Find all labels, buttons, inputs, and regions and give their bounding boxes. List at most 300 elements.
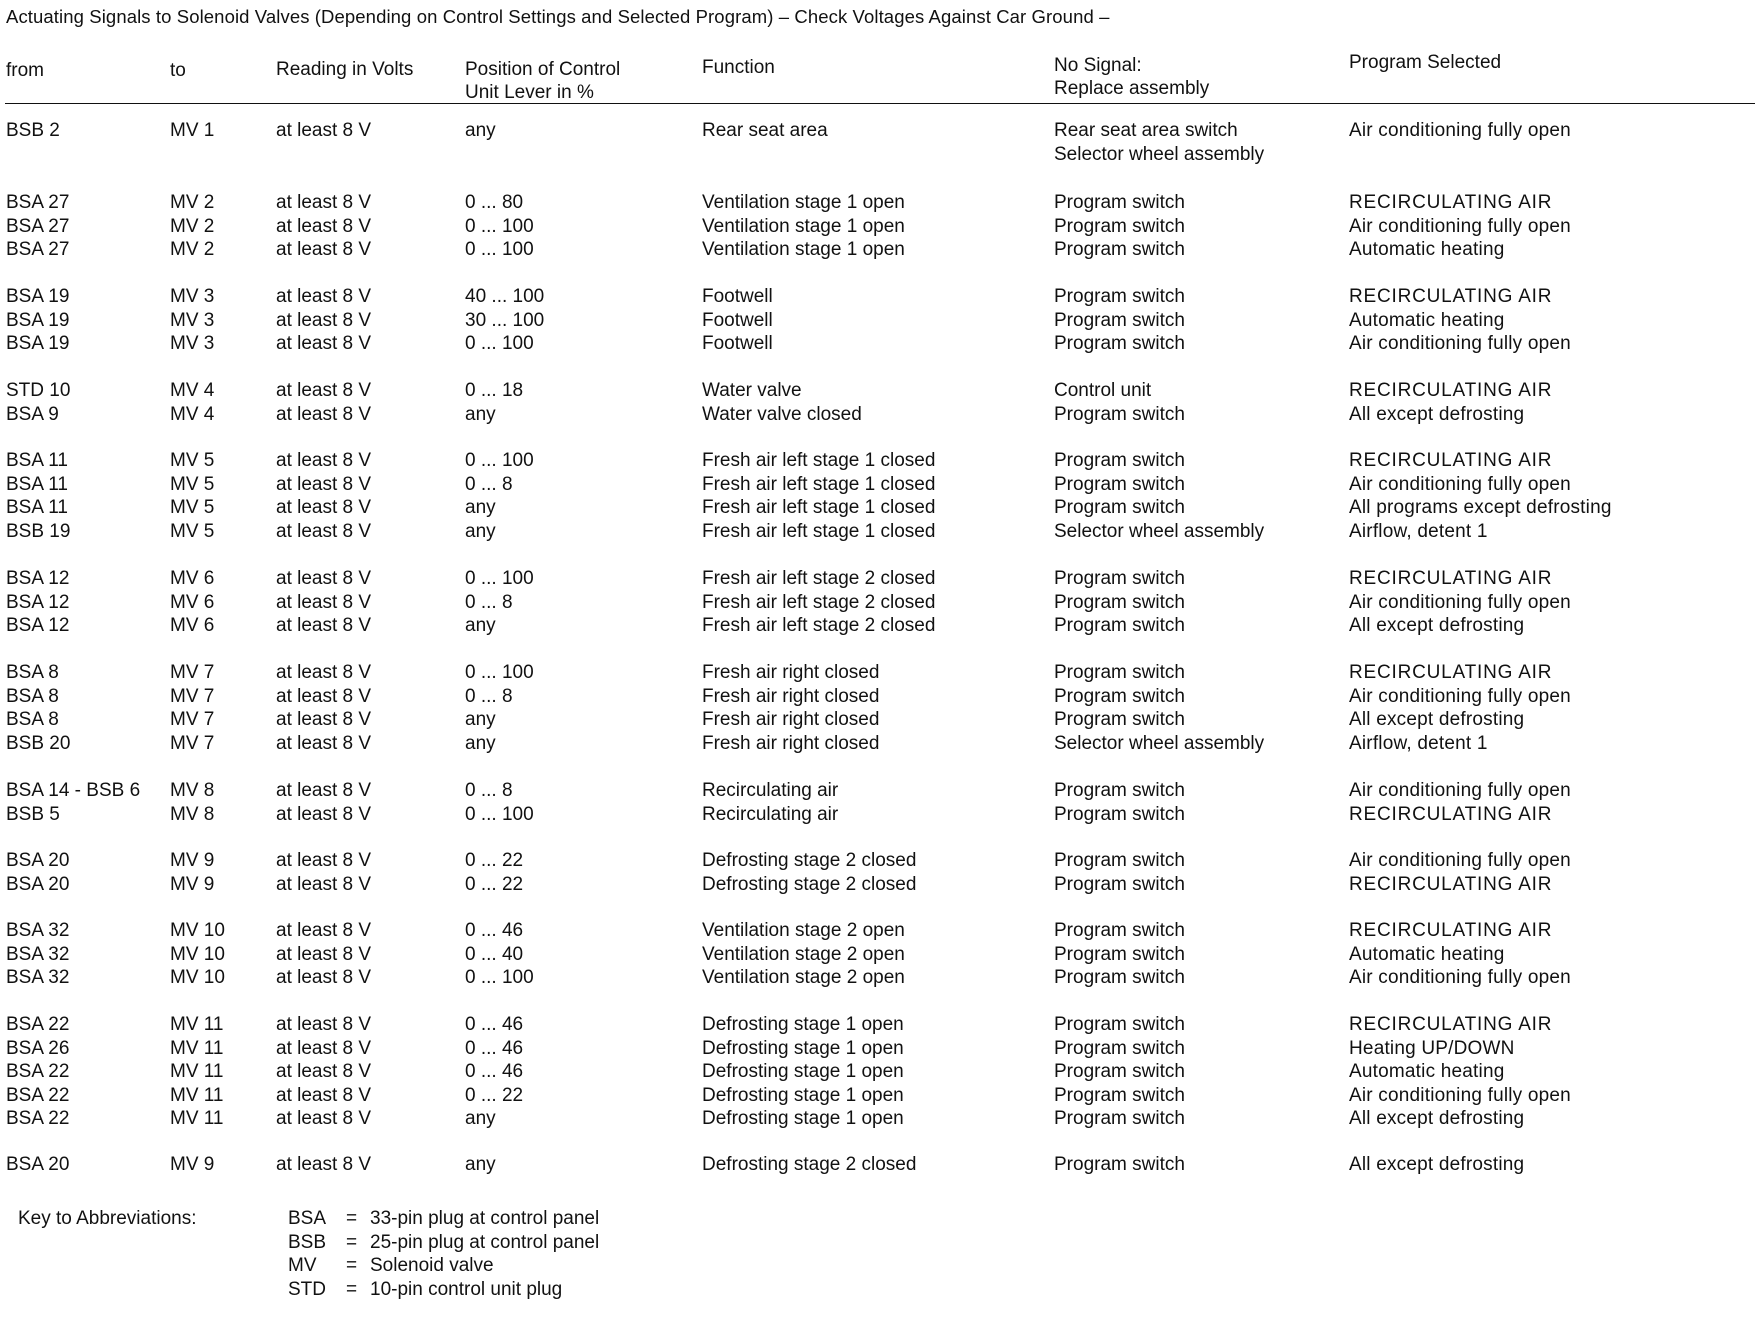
table-group [0, 1153, 1762, 1177]
to-cell: MV 10 [170, 967, 225, 989]
position-cell: 0 ... 100 [465, 333, 534, 355]
position-cell: 0 ... 46 [465, 1037, 524, 1059]
no-signal-cell: Program switch [1054, 1061, 1185, 1083]
program-cell: Air conditioning fully open [1349, 780, 1571, 801]
program-cell: RECIRCULATING AIR [1349, 380, 1553, 401]
table-row [0, 143, 1762, 167]
table-group [0, 849, 1762, 896]
program-cell: Air conditioning fully open [1349, 967, 1571, 989]
table-row [0, 379, 1762, 403]
program-cell: All except defrosting [1349, 615, 1525, 637]
position-cell: 0 ... 80 [465, 192, 524, 213]
reading-cell: at least 8 V [276, 286, 372, 307]
position-cell: 0 ... 100 [465, 803, 534, 825]
program-cell: RECIRCULATING AIR [1349, 450, 1553, 471]
reading-cell: at least 8 V [276, 803, 372, 825]
position-cell: 0 ... 22 [465, 850, 524, 871]
function-cell: Fresh air left stage 1 closed [702, 520, 936, 542]
from-cell: BSA 27 [6, 192, 70, 213]
from-cell: BSA 26 [6, 1037, 70, 1059]
table-row [0, 919, 1762, 943]
key-row [288, 1231, 888, 1255]
table-row [0, 591, 1762, 615]
program-cell: Air conditioning fully open [1349, 850, 1571, 871]
function-cell: Defrosting stage 2 closed [702, 1154, 917, 1175]
function-cell: Defrosting stage 1 open [702, 1037, 904, 1059]
position-cell: 0 ... 100 [465, 967, 534, 989]
from-cell: BSA 8 [6, 662, 59, 683]
from-cell: BSB 2 [6, 120, 60, 141]
program-cell: Air conditioning fully open [1349, 1084, 1571, 1106]
to-cell: MV 10 [170, 920, 225, 941]
to-cell: MV 3 [170, 286, 215, 307]
position-cell: any [465, 615, 496, 637]
table-group [0, 285, 1762, 356]
function-cell: Ventilation stage 1 open [702, 215, 905, 237]
reading-cell: at least 8 V [276, 967, 372, 989]
from-cell: BSA 8 [6, 685, 59, 707]
reading-cell: at least 8 V [276, 309, 372, 331]
to-cell: MV 7 [170, 685, 215, 707]
no-signal-cell: Program switch [1054, 803, 1185, 825]
reading-cell: at least 8 V [276, 732, 372, 754]
position-cell: any [465, 403, 496, 425]
reading-cell: at least 8 V [276, 403, 372, 425]
to-cell: MV 9 [170, 850, 215, 871]
to-cell: MV 7 [170, 662, 215, 683]
program-cell: Airflow, detent 1 [1349, 520, 1488, 542]
no-signal-cell: Selector wheel assembly [1054, 520, 1265, 542]
from-cell: BSA 8 [6, 709, 59, 731]
table-group [0, 119, 1762, 166]
position-cell: 0 ... 100 [465, 662, 534, 683]
no-signal-cell: Program switch [1054, 1154, 1185, 1175]
reading-cell: at least 8 V [276, 662, 372, 683]
to-cell: MV 1 [170, 120, 215, 141]
no-signal-cell: Program switch [1054, 497, 1185, 519]
position-cell: 0 ... 8 [465, 473, 513, 495]
position-cell: 0 ... 100 [465, 568, 534, 589]
header-reading-in-volts: Reading in Volts [276, 59, 414, 80]
no-signal-cell: Selector wheel assembly [1054, 732, 1265, 754]
to-cell: MV 6 [170, 568, 215, 589]
key-equals: = [346, 1208, 358, 1229]
header-no-signal-line1: No Signal: [1054, 55, 1142, 76]
no-signal-cell: Program switch [1054, 192, 1185, 213]
table-row [0, 614, 1762, 638]
program-cell: Air conditioning fully open [1349, 685, 1571, 707]
from-cell: BSB 19 [6, 520, 71, 542]
position-cell: any [465, 1154, 496, 1175]
key-equals: = [346, 1255, 358, 1277]
from-cell: BSA 20 [6, 1154, 70, 1175]
from-cell: BSA 12 [6, 568, 70, 589]
reading-cell: at least 8 V [276, 920, 372, 941]
reading-cell: at least 8 V [276, 591, 372, 613]
program-cell: Automatic heating [1349, 239, 1505, 261]
program-cell: All except defrosting [1349, 709, 1525, 731]
table-row [0, 238, 1762, 262]
function-cell: Fresh air left stage 2 closed [702, 615, 936, 637]
to-cell: MV 7 [170, 709, 215, 731]
no-signal-cell: Program switch [1054, 709, 1185, 731]
no-signal-cell: Program switch [1054, 1108, 1185, 1130]
function-cell: Water valve [702, 380, 802, 401]
program-cell: Air conditioning fully open [1349, 215, 1571, 237]
reading-cell: at least 8 V [276, 709, 372, 731]
position-cell: 0 ... 46 [465, 1014, 524, 1035]
function-cell: Ventilation stage 2 open [702, 967, 905, 989]
no-signal-cell: Program switch [1054, 780, 1185, 801]
program-cell: RECIRCULATING AIR [1349, 192, 1553, 213]
no-signal-cell: Program switch [1054, 215, 1185, 237]
from-cell: BSA 20 [6, 873, 70, 895]
reading-cell: at least 8 V [276, 873, 372, 895]
table-row [0, 449, 1762, 473]
key-definition: 25-pin plug at control panel [370, 1231, 600, 1253]
no-signal-cell: Program switch [1054, 239, 1185, 261]
table-group [0, 379, 1762, 426]
from-cell: BSA 22 [6, 1108, 70, 1130]
key-abbreviation: MV [288, 1255, 317, 1277]
position-cell: 0 ... 40 [465, 943, 524, 965]
no-signal-cell: Program switch [1054, 615, 1185, 637]
no-signal-cell: Rear seat area switch [1054, 120, 1238, 141]
to-cell: MV 10 [170, 943, 225, 965]
to-cell: MV 2 [170, 192, 215, 213]
table-row [0, 1153, 1762, 1177]
table-row [0, 191, 1762, 215]
program-cell: Automatic heating [1349, 309, 1505, 331]
function-cell: Fresh air right closed [702, 685, 880, 707]
function-cell: Defrosting stage 2 closed [702, 850, 917, 871]
table-group [0, 449, 1762, 543]
program-cell: All except defrosting [1349, 1108, 1525, 1130]
no-signal-cell: Program switch [1054, 1037, 1185, 1059]
function-cell: Ventilation stage 2 open [702, 920, 905, 941]
function-cell: Footwell [702, 333, 773, 355]
position-cell: 0 ... 100 [465, 239, 534, 261]
table-row [0, 732, 1762, 756]
reading-cell: at least 8 V [276, 1108, 372, 1130]
reading-cell: at least 8 V [276, 450, 372, 471]
position-cell: 0 ... 8 [465, 780, 513, 801]
no-signal-cell: Program switch [1054, 850, 1185, 871]
table-row [0, 685, 1762, 709]
function-cell: Fresh air right closed [702, 709, 880, 731]
reading-cell: at least 8 V [276, 380, 372, 401]
from-cell: BSA 11 [6, 450, 68, 471]
key-row [288, 1207, 888, 1231]
from-cell: BSA 12 [6, 615, 70, 637]
position-cell: 30 ... 100 [465, 309, 545, 331]
function-cell: Fresh air left stage 1 closed [702, 497, 936, 519]
table-row [0, 520, 1762, 544]
position-cell: any [465, 120, 496, 141]
key-row [288, 1254, 888, 1278]
header-from: from [6, 60, 44, 81]
page-title: Actuating Signals to Solenoid Valves (Depending on Control Settings and Selected Program) – Check Voltages Against Car Ground – [6, 6, 1110, 27]
reading-cell: at least 8 V [276, 1154, 372, 1175]
table-row [0, 1107, 1762, 1131]
table-row [0, 1013, 1762, 1037]
table-row [0, 309, 1762, 333]
table-row [0, 285, 1762, 309]
table-row [0, 1060, 1762, 1084]
reading-cell: at least 8 V [276, 1084, 372, 1106]
from-cell: BSA 19 [6, 333, 70, 355]
function-cell: Fresh air left stage 2 closed [702, 591, 936, 613]
no-signal-cell: Program switch [1054, 591, 1185, 613]
function-cell: Fresh air left stage 2 closed [702, 568, 936, 589]
program-cell: RECIRCULATING AIR [1349, 920, 1553, 941]
reading-cell: at least 8 V [276, 780, 372, 801]
from-cell: BSA 12 [6, 591, 70, 613]
reading-cell: at least 8 V [276, 520, 372, 542]
from-cell: BSA 22 [6, 1014, 70, 1035]
from-cell: BSA 27 [6, 239, 70, 261]
reading-cell: at least 8 V [276, 568, 372, 589]
key-abbreviation: STD [288, 1278, 326, 1300]
header-position-line1: Position of Control [465, 59, 621, 80]
program-cell: RECIRCULATING AIR [1349, 286, 1553, 307]
from-cell: BSA 32 [6, 967, 70, 989]
no-signal-cell: Program switch [1054, 1014, 1185, 1035]
program-cell: RECIRCULATING AIR [1349, 568, 1553, 589]
to-cell: MV 8 [170, 803, 215, 825]
program-cell: Air conditioning fully open [1349, 473, 1571, 495]
reading-cell: at least 8 V [276, 333, 372, 355]
from-cell: BSA 32 [6, 943, 70, 965]
reading-cell: at least 8 V [276, 685, 372, 707]
program-cell: Air conditioning fully open [1349, 333, 1571, 355]
reading-cell: at least 8 V [276, 1014, 372, 1035]
function-cell: Recirculating air [702, 780, 839, 801]
from-cell: BSB 5 [6, 803, 60, 825]
table-group [0, 191, 1762, 262]
key-row [288, 1278, 888, 1302]
function-cell: Fresh air left stage 1 closed [702, 450, 936, 471]
table-row [0, 779, 1762, 803]
to-cell: MV 5 [170, 497, 215, 519]
to-cell: MV 4 [170, 380, 215, 401]
to-cell: MV 11 [170, 1014, 224, 1035]
position-cell: 0 ... 22 [465, 873, 524, 895]
table-row [0, 803, 1762, 827]
to-cell: MV 5 [170, 520, 215, 542]
reading-cell: at least 8 V [276, 215, 372, 237]
no-signal-cell: Program switch [1054, 568, 1185, 589]
no-signal-cell: Selector wheel assembly [1054, 143, 1265, 165]
reading-cell: at least 8 V [276, 497, 372, 519]
from-cell: BSA 27 [6, 215, 70, 237]
table-row [0, 661, 1762, 685]
position-cell: 40 ... 100 [465, 286, 545, 307]
position-cell: any [465, 497, 496, 519]
position-cell: 0 ... 46 [465, 920, 524, 941]
position-cell: 0 ... 100 [465, 215, 534, 237]
table-row [0, 332, 1762, 356]
function-cell: Recirculating air [702, 803, 839, 825]
program-cell: RECIRCULATING AIR [1349, 873, 1553, 895]
to-cell: MV 3 [170, 309, 215, 331]
from-cell: BSA 20 [6, 850, 70, 871]
from-cell: BSA 22 [6, 1061, 70, 1083]
reading-cell: at least 8 V [276, 239, 372, 261]
function-cell: Defrosting stage 1 open [702, 1084, 904, 1106]
table-group [0, 779, 1762, 826]
function-cell: Footwell [702, 309, 773, 331]
to-cell: MV 5 [170, 473, 215, 495]
program-cell: RECIRCULATING AIR [1349, 662, 1553, 683]
to-cell: MV 11 [170, 1061, 224, 1083]
header-divider [5, 103, 1755, 104]
to-cell: MV 7 [170, 732, 215, 754]
to-cell: MV 6 [170, 591, 215, 613]
function-cell: Rear seat area [702, 120, 828, 141]
function-cell: Defrosting stage 2 closed [702, 873, 917, 895]
to-cell: MV 9 [170, 873, 215, 895]
function-cell: Ventilation stage 1 open [702, 239, 905, 261]
table-row [0, 403, 1762, 427]
no-signal-cell: Program switch [1054, 473, 1185, 495]
position-cell: 0 ... 22 [465, 1084, 524, 1106]
reading-cell: at least 8 V [276, 943, 372, 965]
to-cell: MV 8 [170, 780, 215, 801]
from-cell: BSA 9 [6, 403, 59, 425]
function-cell: Defrosting stage 1 open [702, 1061, 904, 1083]
program-cell: Air conditioning fully open [1349, 591, 1571, 613]
no-signal-cell: Program switch [1054, 450, 1185, 471]
no-signal-cell: Program switch [1054, 403, 1185, 425]
table-row [0, 943, 1762, 967]
function-cell: Footwell [702, 286, 773, 307]
table-row [0, 496, 1762, 520]
table-group [0, 661, 1762, 755]
function-cell: Defrosting stage 1 open [702, 1108, 904, 1130]
header-position-line2: Unit Lever in % [465, 82, 594, 103]
position-cell: 0 ... 46 [465, 1061, 524, 1083]
position-cell: any [465, 1108, 496, 1130]
from-cell: BSA 11 [6, 497, 68, 519]
reading-cell: at least 8 V [276, 473, 372, 495]
no-signal-cell: Program switch [1054, 920, 1185, 941]
program-cell: RECIRCULATING AIR [1349, 803, 1553, 825]
key-definition: Solenoid valve [370, 1255, 494, 1277]
function-cell: Ventilation stage 2 open [702, 943, 905, 965]
no-signal-cell: Control unit [1054, 380, 1152, 401]
program-cell: All programs except defrosting [1349, 497, 1612, 519]
function-cell: Fresh air left stage 1 closed [702, 473, 936, 495]
key-definition: 10-pin control unit plug [370, 1278, 563, 1300]
table-group [0, 1013, 1762, 1131]
position-cell: any [465, 732, 496, 754]
table-group [0, 567, 1762, 638]
table-row [0, 966, 1762, 990]
table-row [0, 119, 1762, 143]
to-cell: MV 2 [170, 239, 215, 261]
table-row [0, 567, 1762, 591]
to-cell: MV 11 [170, 1108, 224, 1130]
no-signal-cell: Program switch [1054, 1084, 1185, 1106]
to-cell: MV 9 [170, 1154, 215, 1175]
key-definition: 33-pin plug at control panel [370, 1208, 600, 1229]
header-no-signal-line2: Replace assembly [1054, 78, 1210, 99]
position-cell: 0 ... 8 [465, 591, 513, 613]
position-cell: any [465, 520, 496, 542]
reading-cell: at least 8 V [276, 120, 372, 141]
table-row [0, 849, 1762, 873]
function-cell: Fresh air right closed [702, 662, 880, 683]
program-cell: Automatic heating [1349, 1061, 1505, 1083]
function-cell: Ventilation stage 1 open [702, 192, 905, 213]
position-cell: 0 ... 18 [465, 380, 524, 401]
function-cell: Defrosting stage 1 open [702, 1014, 904, 1035]
program-cell: Heating UP/DOWN [1349, 1037, 1515, 1059]
from-cell: STD 10 [6, 380, 71, 401]
from-cell: BSA 22 [6, 1084, 70, 1106]
position-cell: any [465, 709, 496, 731]
no-signal-cell: Program switch [1054, 286, 1185, 307]
from-cell: BSA 32 [6, 920, 70, 941]
reading-cell: at least 8 V [276, 192, 372, 213]
program-cell: Airflow, detent 1 [1349, 732, 1488, 754]
key-equals: = [346, 1278, 358, 1300]
program-cell: Air conditioning fully open [1349, 120, 1571, 141]
no-signal-cell: Program switch [1054, 967, 1185, 989]
key-abbreviation: BSB [288, 1231, 327, 1253]
reading-cell: at least 8 V [276, 1037, 372, 1059]
reading-cell: at least 8 V [276, 850, 372, 871]
from-cell: BSA 19 [6, 309, 70, 331]
reading-cell: at least 8 V [276, 615, 372, 637]
to-cell: MV 4 [170, 403, 215, 425]
position-cell: 0 ... 8 [465, 685, 513, 707]
to-cell: MV 6 [170, 615, 215, 637]
no-signal-cell: Program switch [1054, 333, 1185, 355]
program-cell: All except defrosting [1349, 403, 1525, 425]
no-signal-cell: Program switch [1054, 685, 1185, 707]
position-cell: 0 ... 100 [465, 450, 534, 471]
table-group [0, 919, 1762, 990]
no-signal-cell: Program switch [1054, 309, 1185, 331]
no-signal-cell: Program switch [1054, 662, 1185, 683]
no-signal-cell: Program switch [1054, 873, 1185, 895]
key-label: Key to Abbreviations: [18, 1208, 197, 1229]
key-equals: = [346, 1231, 358, 1253]
to-cell: MV 11 [170, 1037, 224, 1059]
abbreviation-key [288, 1207, 888, 1301]
from-cell: BSB 20 [6, 732, 71, 754]
program-cell: Automatic heating [1349, 943, 1505, 965]
table-row [0, 708, 1762, 732]
to-cell: MV 11 [170, 1084, 224, 1106]
header-function: Function [702, 57, 775, 78]
table-row [0, 1037, 1762, 1061]
table-row [0, 473, 1762, 497]
key-abbreviation: BSA [288, 1208, 327, 1229]
function-cell: Water valve closed [702, 403, 862, 425]
to-cell: MV 5 [170, 450, 215, 471]
function-cell: Fresh air right closed [702, 732, 880, 754]
header-program-selected: Program Selected [1349, 52, 1502, 73]
from-cell: BSA 11 [6, 473, 68, 495]
header-to: to [170, 60, 186, 81]
to-cell: MV 3 [170, 333, 215, 355]
to-cell: MV 2 [170, 215, 215, 237]
table-row [0, 1084, 1762, 1108]
from-cell: BSA 14 - BSB 6 [6, 780, 141, 801]
